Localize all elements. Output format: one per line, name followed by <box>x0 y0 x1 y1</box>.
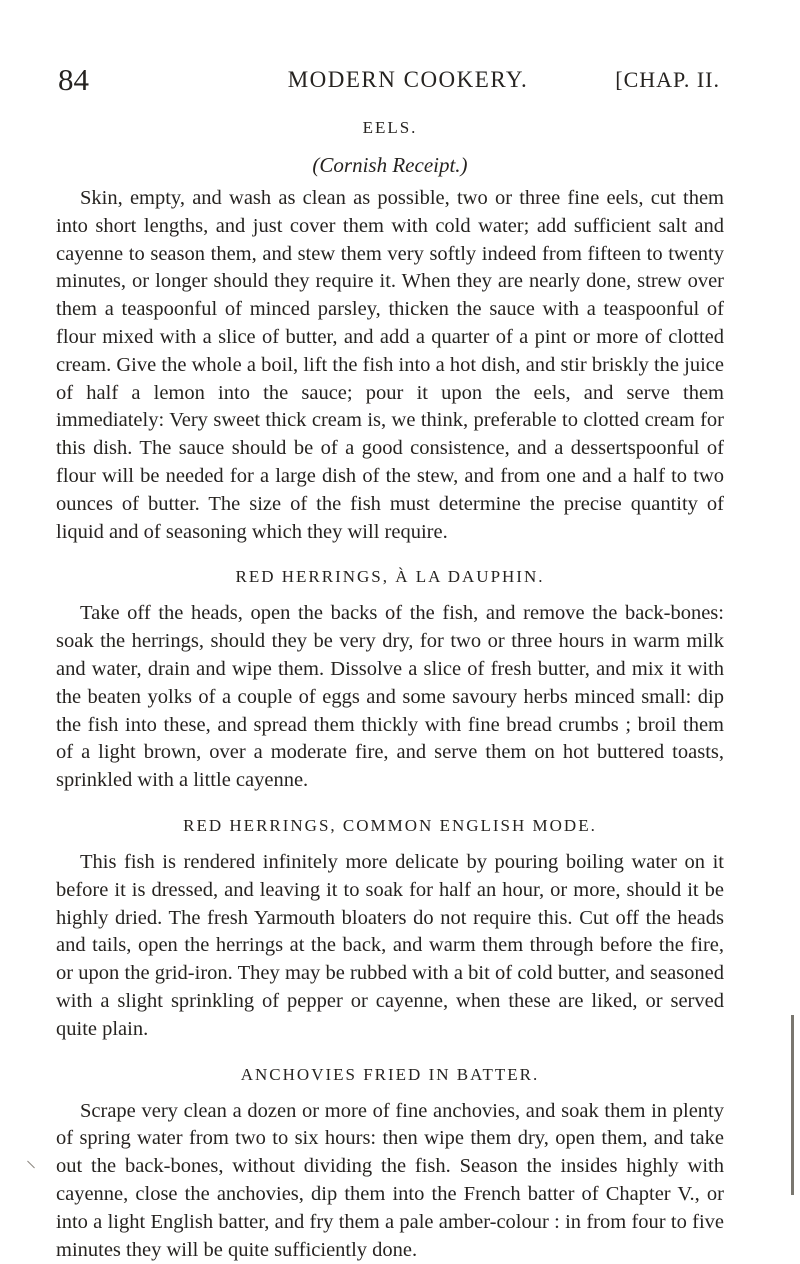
page-content <box>56 113 724 1264</box>
recipe-red-herrings-english <box>56 811 724 1044</box>
recipe-text: Take off the heads, open the backs of the fish, and remove the back-bones: soak the herrings, should they be very dry, for two or three hours in warm milk and water, drain and wipe them. Dissolve a slice of fresh butter, and mix it with the beaten yolks of a couple of eggs and some savoury herbs minced small: dip the fish into these, and spread them thickly with fine bread crumbs ; broil them of a light brown, over a moderate fire, and serve them on hot buttered toasts, sprinkled with a little cayenne. <box>56 602 724 792</box>
recipe-heading: ANCHOVIES FRIED IN BATTER. <box>240 1064 540 1084</box>
page-edge-shadow <box>791 1015 794 1195</box>
chapter-reference: [CHAP. II. <box>615 67 720 92</box>
recipe-text: Skin, empty, and wash as clean as possible, two or three fine eels, cut them into short lengths, and just cover them with cold water; add sufficient salt and cayenne to season them, and stew them very softly indeed from fifteen to twenty minutes, or longer should they require it. When they are nearly done, strew over them a teaspoonful of minced parsley, thicken the sauce with a teaspoonful of flour mixed with a slice of butter, and add a quarter of a pint or more of clotted cream. Give the whole a boil, lift the fish into a hot dish, and stir briskly the juice of half a lemon into the sauce; pour it upon the eels, and serve them immediately: Very sweet thick cream is, we think, preferable to clotted cream for this dish. The sauce should be of a good consistence, and a dessertspoonful of flour will be needed for a large dish of the stew, and from one and a half to two ounces of butter. The size of the fish must determine the precise quantity of liquid and of seasoning which they will require. <box>56 187 724 543</box>
recipe-heading: RED HERRINGS, COMMON ENGLISH MODE. <box>183 815 597 835</box>
page-number: 84 <box>58 62 89 97</box>
recipe-anchovies-batter <box>56 1060 724 1264</box>
running-head <box>58 60 720 100</box>
recipe-red-herrings-dauphin <box>56 562 724 795</box>
recipe-heading: EELS. <box>362 118 418 137</box>
scan-mark <box>27 1161 35 1169</box>
recipe-text: Scrape very clean a dozen or more of fine anchovies, and soak them in plenty of spring water from two to six hours: then wipe them dry, open them, and take out the back-bones, without dividing the fish. Season the insides highly with cayenne, close the anchovies, dip them into the French batter of Chapter V., or into a light English batter, and fry them a pale amber-colour : in from four to five minutes they will be quite sufficiently done. <box>56 1099 724 1261</box>
recipe-subheading: (Cornish Receipt.) <box>312 153 468 177</box>
recipe-eels <box>56 113 724 546</box>
running-title: MODERN COOKERY. <box>287 67 529 92</box>
recipe-text: This fish is rendered infinitely more delicate by pouring boiling water on it before it is dressed, and leaving it to soak for half an hour, or more, should it be highly dried. The fresh Yarmouth bloaters do not require this. Cut off the heads and tails, open the herrings at the back, and warm them through before the fire, or upon the grid-iron. They may be rubbed with a bit of cold butter, and seasoned with a slight sprinkling of pepper or cayenne, when these are liked, or served quite plain. <box>56 850 724 1040</box>
recipe-heading: RED HERRINGS, À LA DAUPHIN. <box>235 567 545 587</box>
